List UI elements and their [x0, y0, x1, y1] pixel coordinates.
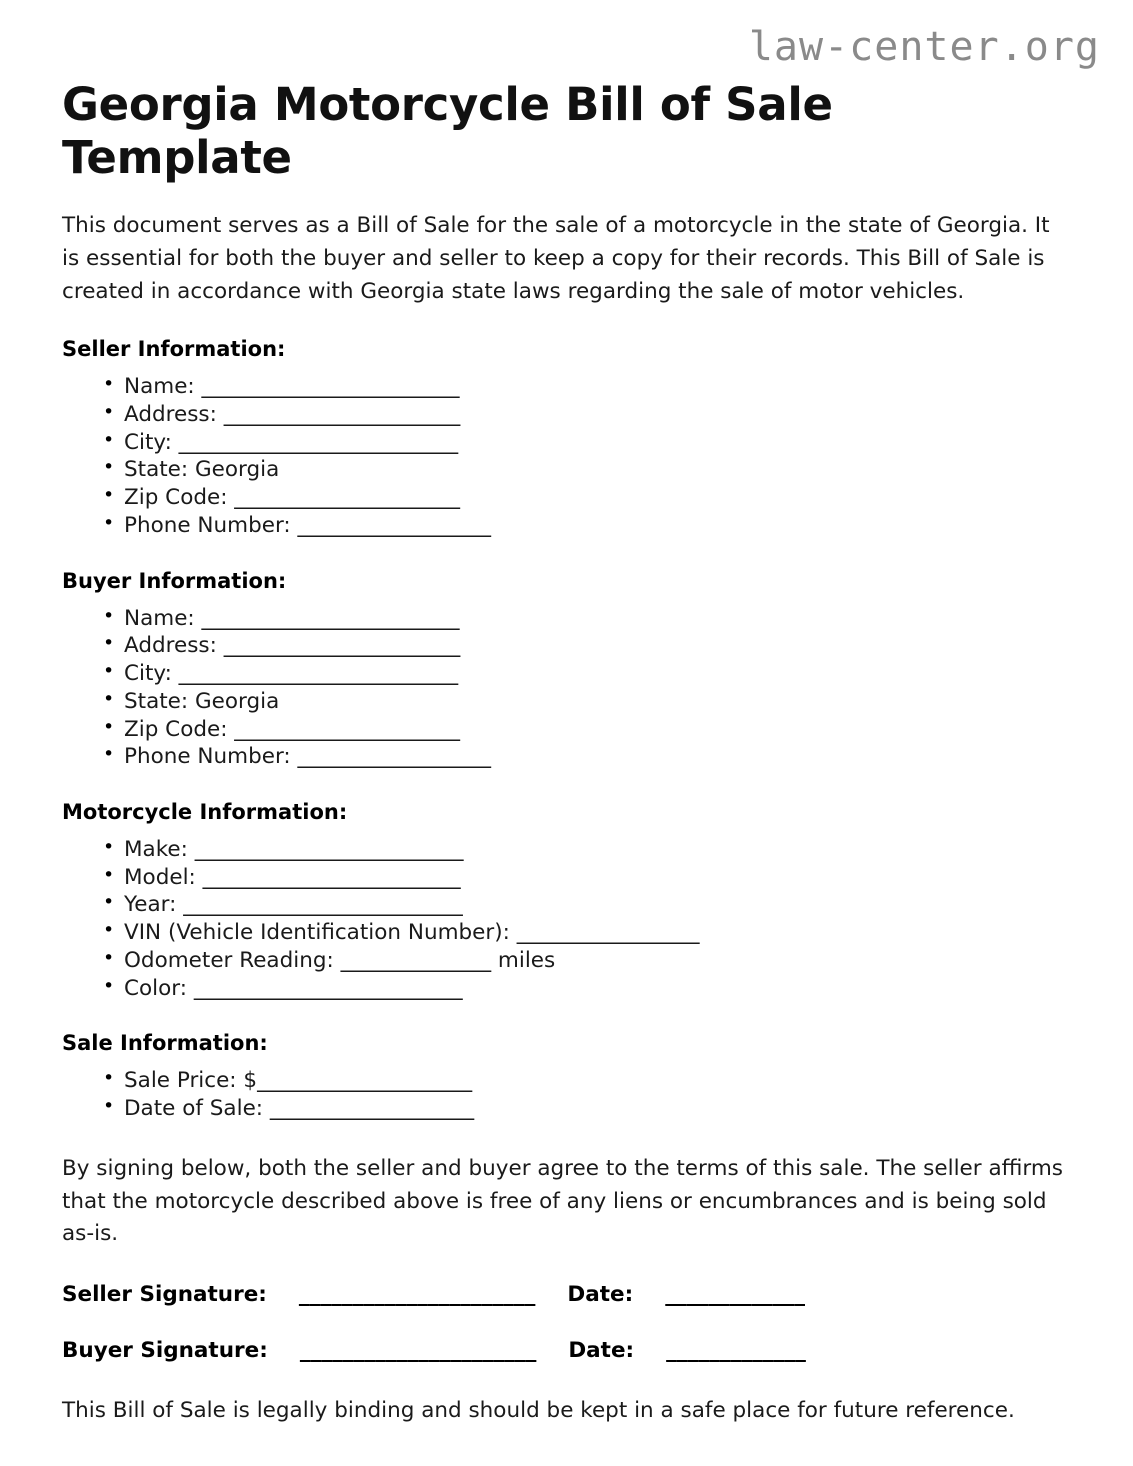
- buyer-signature-row: [62, 1338, 1071, 1363]
- list-item: • State: Georgia: [62, 456, 1071, 484]
- closing-paragraph: This Bill of Sale is legally binding and should be kept in a safe place for future reference.: [62, 1397, 1015, 1423]
- list-item: • Year: __________________________: [62, 891, 1071, 919]
- sale-field-list: [62, 1067, 1071, 1122]
- list-item: • Odometer Reading: ______________ miles: [62, 947, 1071, 975]
- section-heading-motorcycle: Motorcycle Information:: [62, 800, 348, 825]
- list-item: • Sale Price: $____________________: [62, 1067, 1071, 1095]
- agreement-paragraph: By signing below, both the seller and buyer agree to the terms of this sale. The seller affirms that the motorcycle described above is free of any liens or encumbrances and is being sold as-is.: [62, 1155, 1064, 1247]
- page-title: Georgia Motorcycle Bill of Sale Template: [62, 78, 833, 185]
- list-item: • City: __________________________: [62, 660, 1071, 688]
- list-item: • Color: _________________________: [62, 975, 1071, 1003]
- section-heading-sale: Sale Information:: [62, 1031, 268, 1056]
- section-heading-seller: Seller Information:: [62, 337, 286, 362]
- list-item: • Name: ________________________: [62, 373, 1071, 401]
- list-item: • Model: ________________________: [62, 864, 1071, 892]
- section-heading-buyer: Buyer Information:: [62, 568, 287, 593]
- buyer-date-line[interactable]: _____________: [666, 1337, 806, 1363]
- list-item: • State: Georgia: [62, 688, 1071, 716]
- seller-signature-line[interactable]: ______________________: [298, 1281, 536, 1307]
- seller-date-label: Date:: [567, 1281, 634, 1307]
- seller-signature-label: Seller Signature:: [62, 1281, 267, 1307]
- list-item: • Date of Sale: ___________________: [62, 1095, 1071, 1123]
- intro-paragraph: This document serves as a Bill of Sale for the sale of a motorcycle in the state of Georgia. It is essential for both the buyer and seller to keep a copy for their records. This Bill of Sale is created in accordance with Georgia state laws regarding the sale of motor vehicles.: [62, 213, 1050, 304]
- list-item: • Make: _________________________: [62, 836, 1071, 864]
- list-item: • Address: ______________________: [62, 632, 1071, 660]
- list-item: • Name: ________________________: [62, 605, 1071, 633]
- seller-signature-row: [62, 1282, 1071, 1307]
- list-item: • Address: ______________________: [62, 401, 1071, 429]
- site-watermark: law-center.org: [748, 24, 1100, 70]
- list-item: • Phone Number: __________________: [62, 512, 1071, 540]
- buyer-date-label: Date:: [568, 1337, 635, 1363]
- list-item: • VIN (Vehicle Identification Number): _________________: [62, 919, 1071, 947]
- buyer-signature-line[interactable]: ______________________: [299, 1337, 537, 1363]
- list-item: • Phone Number: __________________: [62, 743, 1071, 771]
- list-item: • Zip Code: _____________________: [62, 484, 1071, 512]
- motorcycle-field-list: [62, 836, 1071, 1002]
- list-item: • Zip Code: _____________________: [62, 716, 1071, 744]
- buyer-signature-label: Buyer Signature:: [62, 1337, 268, 1363]
- seller-date-line[interactable]: _____________: [665, 1281, 805, 1307]
- list-item: • City: __________________________: [62, 429, 1071, 457]
- buyer-field-list: [62, 605, 1071, 771]
- seller-field-list: [62, 373, 1071, 539]
